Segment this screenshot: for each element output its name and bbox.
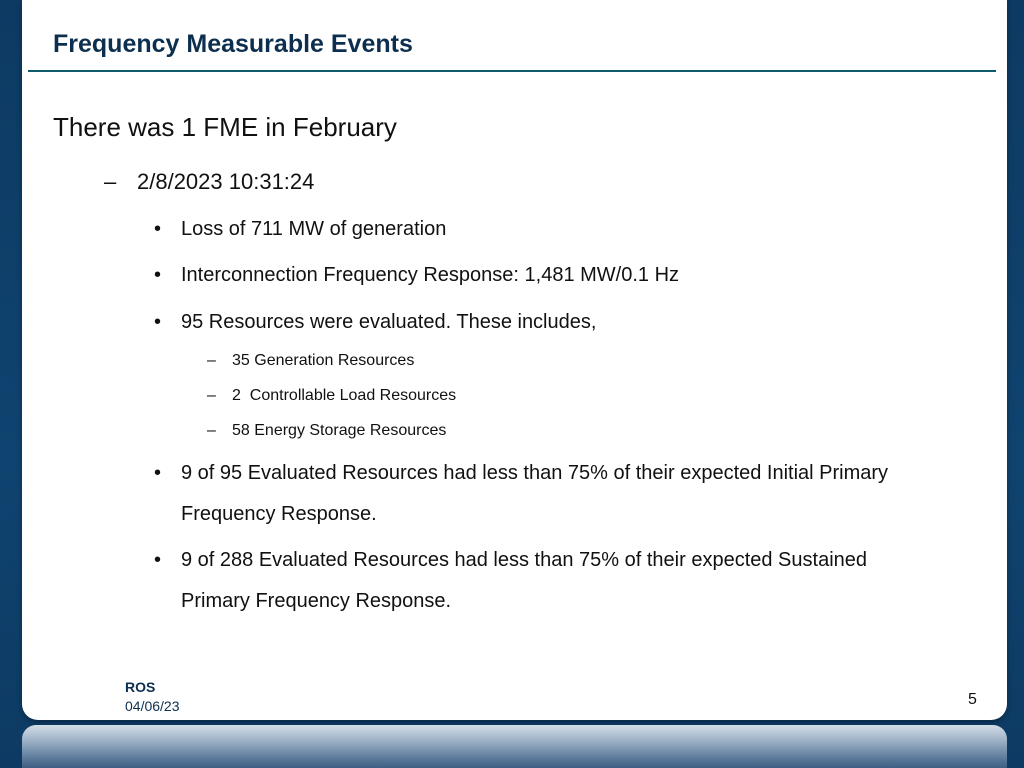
bullet-text-frequency-response: Interconnection Frequency Response: 1,481 MW/0.1 Hz — [181, 264, 680, 286]
bullet-text-generation-loss: Loss of 711 MW of generation — [181, 218, 447, 240]
bullet-marker: • — [154, 264, 162, 286]
footer-org: ROS — [125, 679, 156, 695]
bullet-marker: • — [154, 462, 162, 484]
dash-marker: – — [207, 422, 216, 439]
sub-item — [207, 422, 446, 440]
bullet-item — [154, 540, 941, 622]
bullet-text-resources-evaluated: 95 Resources were evaluated. These includes, — [181, 311, 597, 333]
sub-item — [207, 387, 456, 405]
sub-item-storage-resources: 58 Energy Storage Resources — [232, 422, 447, 439]
dash-marker: – — [207, 352, 216, 369]
sub-item — [207, 352, 414, 370]
summary-text: There was 1 FME in February — [53, 112, 397, 142]
dash-marker: – — [207, 387, 216, 404]
title-divider — [28, 70, 996, 72]
bullet-item — [154, 209, 941, 250]
bottom-decorative-bar — [22, 725, 1007, 768]
bullet-item — [154, 453, 941, 535]
bullet-marker: • — [154, 549, 162, 571]
dash-marker: – — [104, 169, 117, 194]
event-timestamp: 2/8/2023 10:31:24 — [137, 169, 315, 194]
sub-item-load-resources: 2 Controllable Load Resources — [232, 387, 457, 404]
slide-title: Frequency Measurable Events — [53, 30, 413, 58]
footer-date: 04/06/23 — [125, 698, 180, 714]
sub-item-generation-resources: 35 Generation Resources — [232, 352, 415, 369]
slide-canvas — [22, 0, 1007, 720]
bullet-marker: • — [154, 218, 162, 240]
bullet-marker: • — [154, 311, 162, 333]
bullet-item — [154, 302, 941, 343]
bullet-text-initial-pfr: 9 of 95 Evaluated Resources had less than 75% of their expected Initial Primary Frequency Response. — [181, 462, 889, 525]
page-number: 5 — [968, 691, 977, 708]
bullet-text-sustained-pfr: 9 of 288 Evaluated Resources had less than 75% of their expected Sustained Primary Frequency Response. — [181, 549, 868, 612]
bullet-item — [154, 255, 941, 296]
event-timestamp-item — [104, 169, 314, 195]
